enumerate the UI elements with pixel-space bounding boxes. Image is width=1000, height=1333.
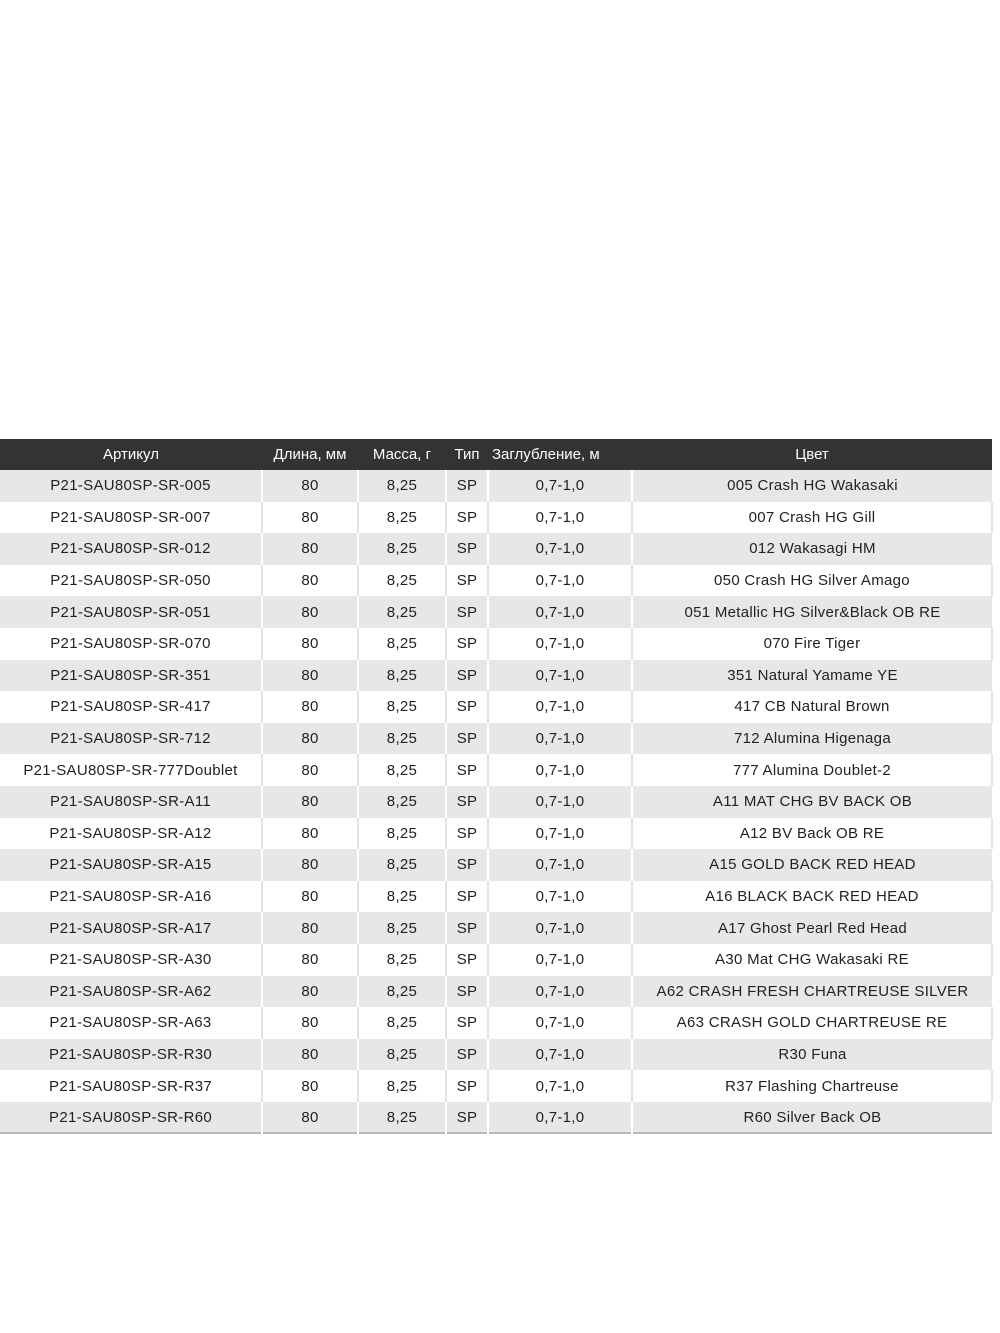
cell-article: P21-SAU80SP-SR-A16	[0, 881, 262, 913]
header-color: Цвет	[795, 446, 829, 463]
cell-article: P21-SAU80SP-SR-417	[0, 691, 262, 723]
table-row	[0, 881, 992, 913]
cell-mass: 8,25	[358, 596, 446, 628]
cell-depth: 0,7-1,0	[488, 502, 632, 534]
cell-color: 050 Crash HG Silver Amago	[632, 565, 992, 597]
cell-type: SP	[446, 881, 488, 913]
cell-type: SP	[446, 912, 488, 944]
table-row	[0, 596, 992, 628]
cell-mass: 8,25	[358, 533, 446, 565]
table-row	[0, 565, 992, 597]
cell-depth: 0,7-1,0	[488, 786, 632, 818]
cell-article: P21-SAU80SP-SR-012	[0, 533, 262, 565]
cell-length: 80	[262, 723, 358, 755]
header-length: Длина, мм	[273, 446, 347, 463]
header-mass: Масса, г	[372, 446, 432, 463]
cell-type: SP	[446, 691, 488, 723]
cell-mass: 8,25	[358, 723, 446, 755]
cell-color: 012 Wakasagi HM	[749, 540, 876, 558]
cell-depth: 0,7-1,0	[488, 944, 632, 976]
cell-depth: 0,7-1,0	[488, 628, 632, 660]
cell-article: P21-SAU80SP-SR-051	[0, 596, 262, 628]
cell-depth: 0,7-1,0	[488, 976, 632, 1008]
cell-color: R37 Flashing Chartreuse	[632, 1070, 992, 1102]
cell-length: 80	[262, 1007, 358, 1039]
cell-color: 070 Fire Tiger	[632, 628, 992, 660]
cell-color: R60 Silver Back OB	[743, 1108, 882, 1126]
cell-mass: 8,25	[358, 1070, 446, 1102]
cell-article: P21-SAU80SP-SR-A30	[0, 944, 262, 976]
cell-article: P21-SAU80SP-SR-A15	[0, 849, 262, 881]
table-row	[0, 1039, 992, 1071]
cell-mass: 8,25	[358, 786, 446, 818]
cell-article: P21-SAU80SP-SR-A63	[0, 1007, 262, 1039]
cell-color: 051 Metallic HG Silver&Black OB RE	[684, 603, 941, 621]
cell-depth: 0,7-1,0	[488, 849, 632, 881]
cell-color: A62 CRASH FRESH CHARTREUSE SILVER	[656, 982, 969, 1000]
cell-mass: 8,25	[358, 470, 446, 502]
cell-depth: 0,7-1,0	[488, 1070, 632, 1102]
cell-type: SP	[446, 1007, 488, 1039]
cell-mass: 8,25	[358, 881, 446, 913]
cell-type: SP	[446, 1102, 488, 1134]
cell-color: R30 Funa	[778, 1045, 847, 1063]
cell-article: P21-SAU80SP-SR-351	[0, 660, 262, 692]
cell-type: SP	[446, 660, 488, 692]
cell-depth: 0,7-1,0	[488, 470, 632, 502]
cell-type: SP	[446, 1039, 488, 1071]
cell-mass: 8,25	[358, 1039, 446, 1071]
table-row	[0, 786, 992, 818]
table-body	[0, 470, 992, 1133]
cell-length: 80	[262, 944, 358, 976]
cell-article: P21-SAU80SP-SR-A11	[0, 786, 262, 818]
cell-article: P21-SAU80SP-SR-777Doublet	[0, 754, 262, 786]
cell-article: P21-SAU80SP-SR-A12	[0, 818, 262, 850]
cell-mass: 8,25	[358, 849, 446, 881]
cell-type: SP	[446, 723, 488, 755]
table-row	[0, 691, 992, 723]
cell-mass: 8,25	[358, 660, 446, 692]
cell-mass: 8,25	[358, 691, 446, 723]
table-row	[0, 754, 992, 786]
cell-mass: 8,25	[358, 1102, 446, 1134]
cell-type: SP	[446, 786, 488, 818]
cell-color: A17 Ghost Pearl Red Head	[718, 919, 907, 937]
cell-color: A63 CRASH GOLD CHARTREUSE RE	[632, 1007, 992, 1039]
cell-color: 351 Natural Yamame YE	[727, 666, 898, 684]
cell-depth: 0,7-1,0	[488, 754, 632, 786]
cell-depth: 0,7-1,0	[488, 1102, 632, 1134]
cell-depth: 0,7-1,0	[488, 818, 632, 850]
cell-length: 80	[262, 565, 358, 597]
header-row	[0, 439, 992, 470]
cell-depth: 0,7-1,0	[488, 660, 632, 692]
spec-table	[0, 439, 993, 1134]
cell-length: 80	[262, 533, 358, 565]
cell-type: SP	[446, 533, 488, 565]
cell-article: P21-SAU80SP-SR-A17	[0, 912, 262, 944]
cell-type: SP	[446, 470, 488, 502]
cell-mass: 8,25	[358, 912, 446, 944]
cell-mass: 8,25	[358, 976, 446, 1008]
cell-depth: 0,7-1,0	[488, 881, 632, 913]
cell-color: A12 BV Back OB RE	[632, 818, 992, 850]
cell-article: P21-SAU80SP-SR-005	[0, 470, 262, 502]
header-depth: Заглубление, м	[492, 446, 600, 463]
cell-length: 80	[262, 691, 358, 723]
cell-article: P21-SAU80SP-SR-050	[0, 565, 262, 597]
cell-color: 005 Crash HG Wakasaki	[727, 477, 898, 495]
table-row	[0, 502, 992, 534]
cell-length: 80	[262, 502, 358, 534]
cell-color: 007 Crash HG Gill	[632, 502, 992, 534]
cell-depth: 0,7-1,0	[488, 596, 632, 628]
table-row	[0, 628, 992, 660]
table-row	[0, 1102, 992, 1134]
table-header	[0, 439, 992, 470]
cell-depth: 0,7-1,0	[488, 1007, 632, 1039]
cell-mass: 8,25	[358, 628, 446, 660]
table-row	[0, 818, 992, 850]
cell-mass: 8,25	[358, 754, 446, 786]
cell-mass: 8,25	[358, 944, 446, 976]
cell-type: SP	[446, 818, 488, 850]
cell-length: 80	[262, 754, 358, 786]
cell-article: P21-SAU80SP-SR-A62	[0, 976, 262, 1008]
cell-article: P21-SAU80SP-SR-070	[0, 628, 262, 660]
cell-length: 80	[262, 881, 358, 913]
cell-type: SP	[446, 502, 488, 534]
cell-article: P21-SAU80SP-SR-R30	[0, 1039, 262, 1071]
cell-length: 80	[262, 1070, 358, 1102]
table-row	[0, 1070, 992, 1102]
cell-depth: 0,7-1,0	[488, 565, 632, 597]
cell-length: 80	[262, 976, 358, 1008]
cell-length: 80	[262, 628, 358, 660]
cell-mass: 8,25	[358, 565, 446, 597]
cell-length: 80	[262, 470, 358, 502]
cell-color: A30 Mat CHG Wakasaki RE	[632, 944, 992, 976]
cell-length: 80	[262, 660, 358, 692]
cell-depth: 0,7-1,0	[488, 1039, 632, 1071]
cell-color: A15 GOLD BACK RED HEAD	[709, 856, 916, 874]
cell-color: 777 Alumina Doublet-2	[632, 754, 992, 786]
cell-depth: 0,7-1,0	[488, 723, 632, 755]
cell-color: 417 CB Natural Brown	[632, 691, 992, 723]
cell-article: P21-SAU80SP-SR-007	[0, 502, 262, 534]
cell-type: SP	[446, 596, 488, 628]
cell-color: A16 BLACK BACK RED HEAD	[632, 881, 992, 913]
cell-length: 80	[262, 912, 358, 944]
cell-type: SP	[446, 565, 488, 597]
table-row	[0, 533, 992, 565]
table-row	[0, 849, 992, 881]
table-row	[0, 912, 992, 944]
header-type: Тип	[454, 446, 480, 463]
cell-depth: 0,7-1,0	[488, 691, 632, 723]
cell-type: SP	[446, 976, 488, 1008]
cell-article: P21-SAU80SP-SR-R60	[0, 1102, 262, 1134]
table-row	[0, 660, 992, 692]
cell-mass: 8,25	[358, 1007, 446, 1039]
header-article: Артикул	[103, 446, 159, 463]
cell-color: 712 Alumina Higenaga	[734, 730, 891, 748]
cell-mass: 8,25	[358, 818, 446, 850]
cell-depth: 0,7-1,0	[488, 912, 632, 944]
cell-article: P21-SAU80SP-SR-712	[0, 723, 262, 755]
cell-length: 80	[262, 1102, 358, 1134]
cell-type: SP	[446, 849, 488, 881]
cell-length: 80	[262, 818, 358, 850]
cell-mass: 8,25	[358, 502, 446, 534]
table-row	[0, 470, 992, 502]
cell-type: SP	[446, 1070, 488, 1102]
cell-length: 80	[262, 596, 358, 628]
cell-length: 80	[262, 849, 358, 881]
cell-type: SP	[446, 628, 488, 660]
cell-color: A11 MAT CHG BV BACK OB	[712, 793, 913, 811]
cell-depth: 0,7-1,0	[488, 533, 632, 565]
table-row	[0, 723, 992, 755]
cell-length: 80	[262, 1039, 358, 1071]
table-row	[0, 944, 992, 976]
cell-article: P21-SAU80SP-SR-R37	[0, 1070, 262, 1102]
cell-type: SP	[446, 944, 488, 976]
table-row	[0, 1007, 992, 1039]
cell-length: 80	[262, 786, 358, 818]
table-row	[0, 976, 992, 1008]
cell-type: SP	[446, 754, 488, 786]
